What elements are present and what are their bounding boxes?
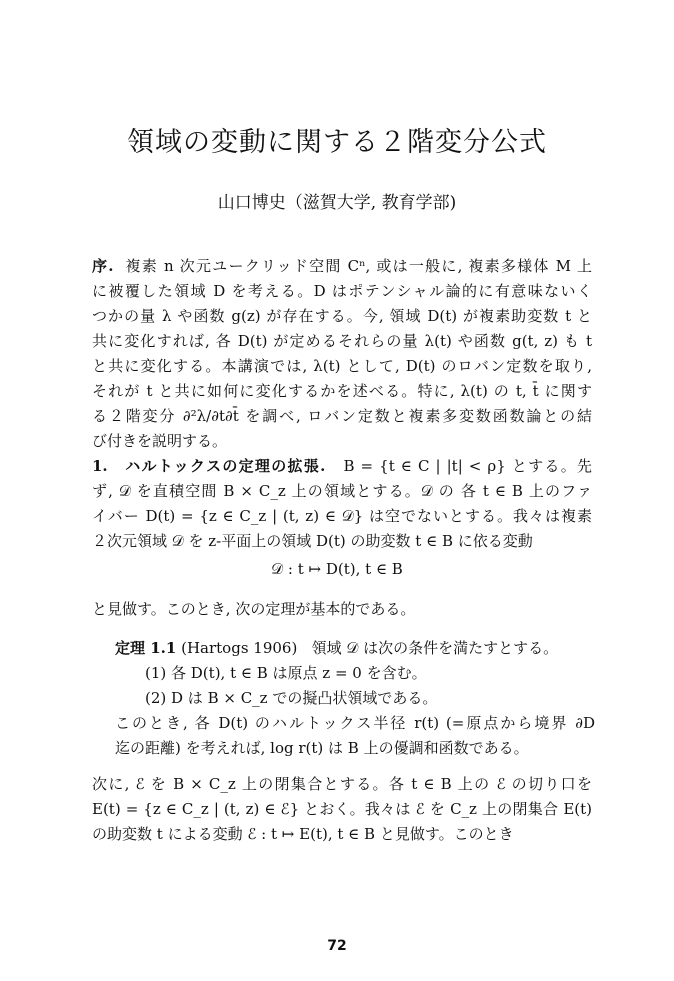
text-line: 次に, ℰ を B × C_z 上の閉集合とする。各 t ∈ B 上の ℰ の切り口を	[92, 775, 592, 793]
closing-paragraph	[92, 772, 592, 847]
text-line: 序. 複素 n 次元ユークリッド空間 Cⁿ, 或は一般に, 複素多様体 M 上	[92, 257, 592, 275]
text-line: つかの量 λ や函数 g(z) が存在する。今, 領域 D(t) が複素助変数 t と	[92, 307, 592, 325]
section-1-continuation	[92, 597, 592, 622]
text-line: ２次元領域 𝒟 を z-平面上の領域 D(t) の助変数 t ∈ B に依る変動	[92, 532, 533, 550]
display-equation: 𝒟 : t ↦ D(t), t ∈ B	[271, 560, 403, 578]
text-line: ず, 𝒟 を直積空間 B × C_z 上の領域とする。𝒟 の 各 t ∈ B 上のファ	[92, 482, 592, 500]
theorem-conclusion: 迄の距離) を考えれば, log r(t) は B 上の優調和函数である。	[115, 739, 529, 757]
text-line: と共に変化する。本講演では, λ(t) として, D(t) のロバン定数を取り,	[92, 357, 592, 375]
text-line: び付きを説明する。	[92, 432, 228, 450]
preface-paragraph	[92, 254, 592, 454]
text-line: に被覆した領域 D を考える。D はポテンシャル論的に有意味ないく	[92, 282, 592, 300]
author-affiliation: 山口博史（滋賀大学, 教育学部)	[217, 193, 457, 213]
text-line: それが t と共に如何に変化するかを述べる。特に, λ(t) の t, t̄ に関す	[92, 382, 592, 400]
theorem-header	[115, 636, 595, 661]
preface-heading: 序.	[92, 257, 114, 275]
theorem-source: (Hartogs 1906)	[181, 639, 298, 657]
text-line: と見做す。このとき, 次の定理が基本的である。	[92, 600, 416, 618]
theorem-condition: (2) D は B × C_z での擬凸状領域である。	[145, 689, 438, 707]
paper-title: 領域の変動に関する２階変分公式	[127, 127, 547, 158]
text-line: 共に変化すれば, 各 D(t) が定めるそれらの量 λ(t) や函数 g(t, z) も t	[92, 332, 592, 350]
theorem-label: 定理 1.1	[115, 639, 177, 657]
theorem-1-1	[115, 636, 595, 761]
theorem-statement: 領域 𝒟 は次の条件を満たすとする。	[311, 639, 559, 657]
text-line: る２階変分 ∂²λ/∂t∂t̄ を調べ, ロバン定数と複素多変数函数論との結	[92, 407, 592, 425]
theorem-condition: (1) 各 D(t), t ∈ B は原点 z = 0 を含む。	[145, 664, 427, 682]
text-line: の助変数 t による変動 ℰ : t ↦ E(t), t ∈ B と見做す。このとき	[92, 825, 514, 843]
text-line: イバー D(t) = {z ∈ C_z | (t, z) ∈ 𝒟} は空でないとする。我々は複素	[92, 507, 592, 525]
text-line: E(t) = {z ∈ C_z | (t, z) ∈ ℰ} とおく。我々は ℰ を C_z 上の閉集合 E(t)	[92, 800, 592, 818]
page-number: 72	[327, 938, 347, 954]
text-line: 1. ハルトックスの定理の拡張. B = {t ∈ C | |t| < ρ} とする。先	[92, 457, 592, 475]
theorem-conclusion: このとき, 各 D(t) のハルトックス半径 r(t) (=原点から境界 ∂D	[115, 714, 595, 732]
section-1-paragraph	[92, 454, 592, 554]
section-heading: 1. ハルトックスの定理の拡張.	[92, 457, 326, 475]
